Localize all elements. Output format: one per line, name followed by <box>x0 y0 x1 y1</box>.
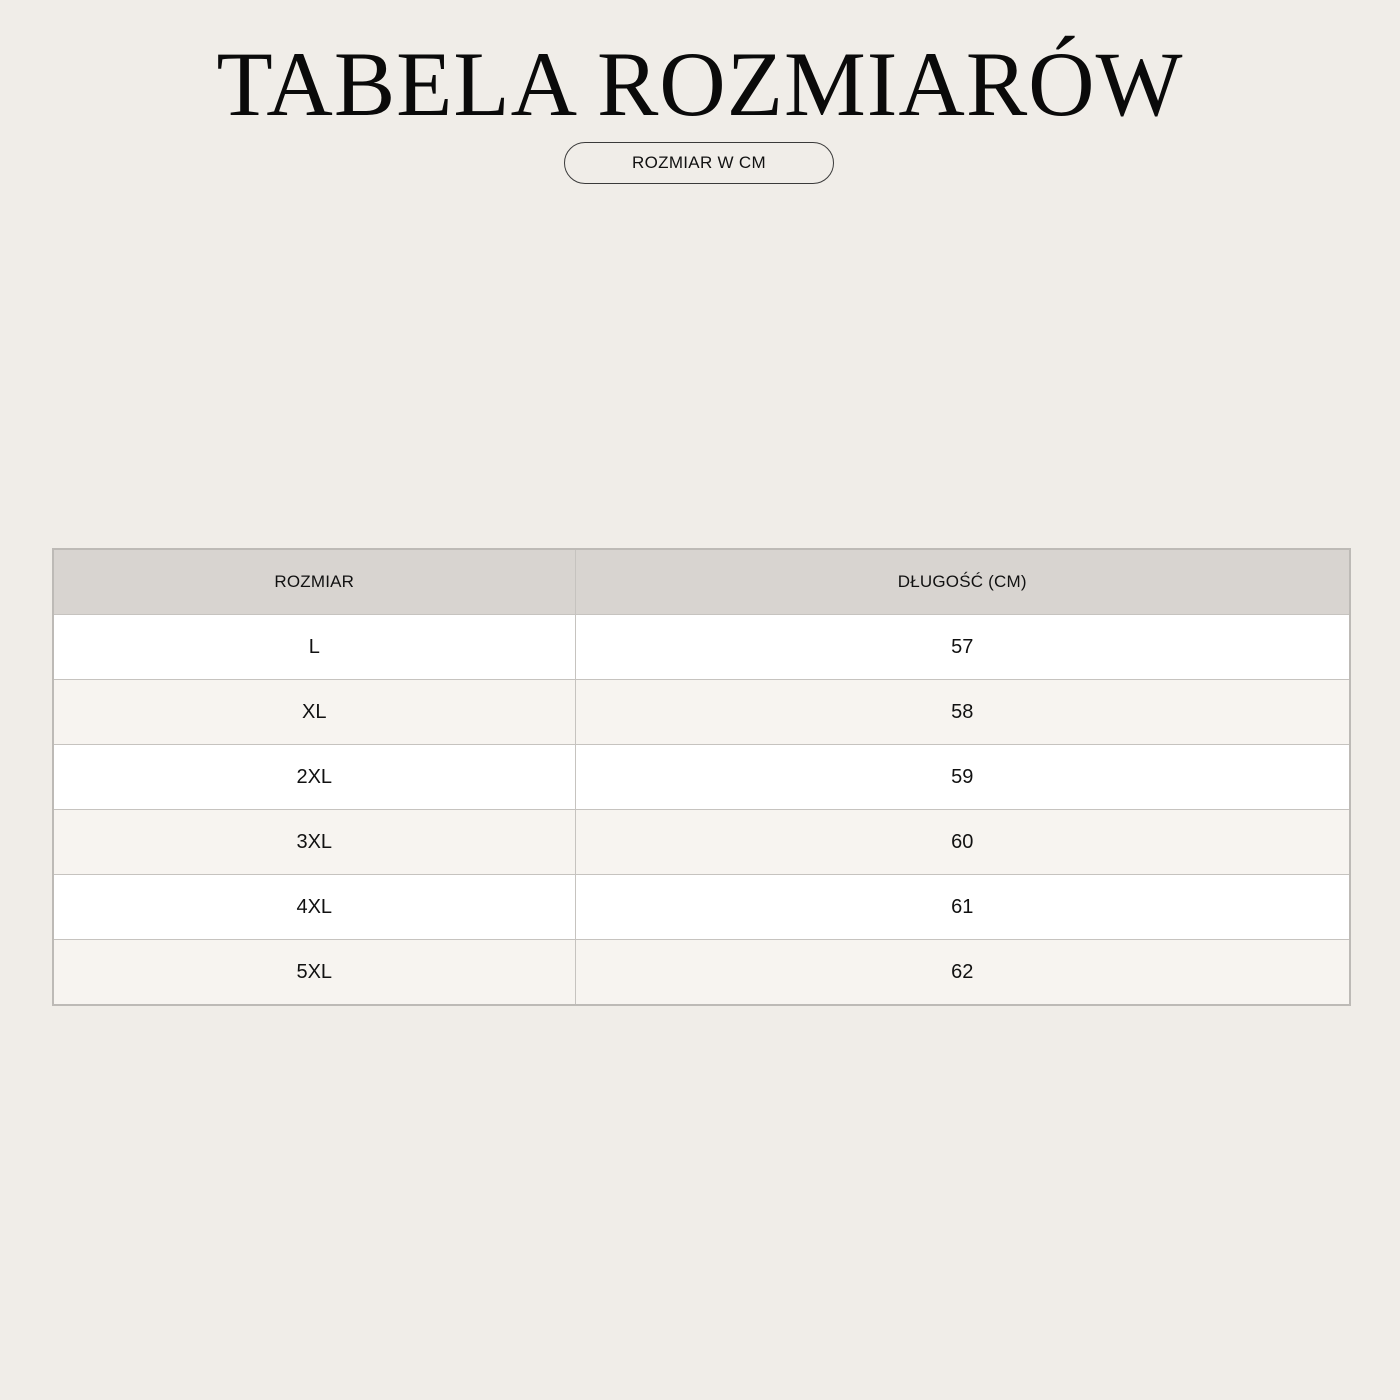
table-row <box>53 810 1350 875</box>
size-cell: XL <box>53 680 575 745</box>
table-row <box>53 615 1350 680</box>
size-table <box>52 548 1351 1006</box>
unit-badge <box>564 142 834 184</box>
size-cell: 5XL <box>53 940 575 1006</box>
size-cell: 3XL <box>53 810 575 875</box>
length-cell: 61 <box>575 875 1350 940</box>
table-row <box>53 745 1350 810</box>
size-cell: 2XL <box>53 745 575 810</box>
size-cell: L <box>53 615 575 680</box>
size-cell: 4XL <box>53 875 575 940</box>
table-row <box>53 680 1350 745</box>
page-title: TABELA ROZMIARÓW <box>216 33 1184 135</box>
length-cell: 62 <box>575 940 1350 1006</box>
table-header-row <box>53 549 1350 615</box>
unit-badge-label: ROZMIAR W CM <box>632 153 766 172</box>
length-cell: 59 <box>575 745 1350 810</box>
column-header-size: ROZMIAR <box>53 549 575 615</box>
table-row <box>53 875 1350 940</box>
length-cell: 58 <box>575 680 1350 745</box>
table-row <box>53 940 1350 1006</box>
length-cell: 57 <box>575 615 1350 680</box>
length-cell: 60 <box>575 810 1350 875</box>
column-header-length: DŁUGOŚĆ (CM) <box>575 549 1350 615</box>
